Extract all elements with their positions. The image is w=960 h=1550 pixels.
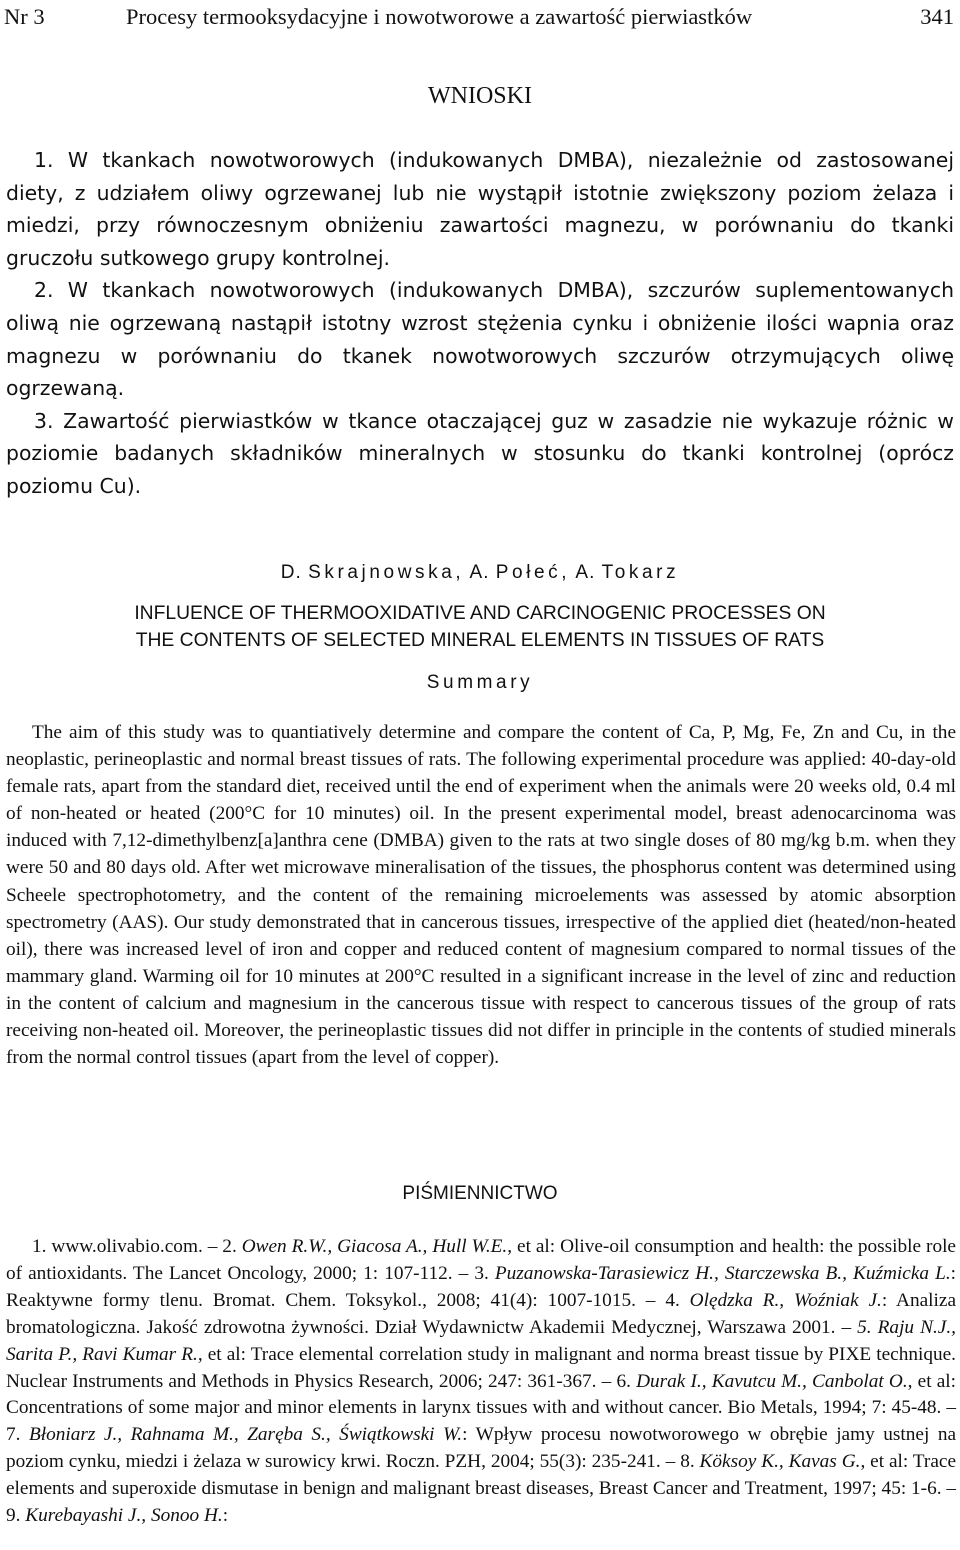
author-initial: D.	[280, 562, 302, 583]
conclusion-item: 1. W tkankach nowotworowych (indukowanych DMBA), niezależnie od zastosowanej diety, z udziałem oliwy ogrzewanej lub nie wystąpił istotnie zwiększony poziom żelaza i miedzi, przy równoczesnym obniżeniu zawartości magnezu, w porównaniu do tkanki gruczołu sutkowego grupy kontrolnej.	[6, 148, 954, 270]
conclusion-item: 3. Zawartość pierwiastków w tkance otaczającej guz w zasadzie nie wykazuje różnic w poziomie badanych składników mineralnych w stosunku do tkanki kontrolnej (oprócz poziomu Cu).	[6, 408, 954, 498]
references-paragraph	[6, 1234, 956, 1530]
reference-7-number: 7.	[6, 1424, 29, 1446]
reference-4-authors: Olędzka R., Woźniak J.	[689, 1289, 882, 1311]
summary-body	[6, 719, 956, 1071]
reference-6-number: 6.	[616, 1370, 637, 1392]
author-name: Skrajnowska,	[308, 562, 465, 583]
authors-line	[0, 559, 960, 587]
running-header	[4, 0, 954, 34]
reference-4-text: : Analiza bromatologiczna. Jakość zdrowotna żywności. Dział Wydawnictw Akademii Medycznej, Warszawa 2001. –	[6, 1289, 957, 1338]
reference-9-text: :	[222, 1505, 229, 1527]
author-name: Połeć,	[495, 562, 571, 583]
reference-3-text: : Reaktywne formy tlenu. Bromat. Chem. Toksykol., 2008; 41(4): 1007-1015. –	[6, 1262, 956, 1311]
issue-number: Nr 3	[4, 4, 45, 29]
reference-8-number: 8.	[680, 1451, 700, 1473]
english-title-line: INFLUENCE OF THERMOOXIDATIVE AND CARCINOGENIC PROCESSES ON	[134, 603, 826, 624]
author-initial: A.	[469, 562, 490, 583]
conclusion-item: 2. W tkankach nowotworowych (indukowanych DMBA), szczurów suplementowanych oliwą nie ogrzewaną nastąpił istotny wzrost stężenia cynku i obniżenie ilości wapnia oraz magnezu w porównaniu do tkanek nowotworowych szczurów otrzymujących oliwę ogrzewaną.	[6, 278, 954, 401]
reference-2-authors: Owen R.W., Giacosa A., Hull W.E.	[241, 1236, 508, 1257]
references-list	[6, 1234, 956, 1530]
page-number: 341	[920, 4, 954, 29]
summary-text: The aim of this study was to quantiatively determine and compare the content of Ca, P, Mg, Fe, Zn and Cu, in the neoplastic, perineoplastic and normal breast tissues of rats. The following experimental procedure was applied: 40-day-old female rats, apart from the standard diet, received until the end of experiment when the animals were 20 weeks old, 0.4 ml of non-heated or heated (200°C for 10 minutes) oil. In the present experimental model, breast adenocarcinoma was induced with 7,12-dimethylbenz[a]anthra cene (DMBA) given to the rats at two single doses of 80 mg/kg b.m. when they were 50 and 80 days old. After wet microwave mineralisation of the tissues, the phosphorus content was determined using Scheele spectrophotometry, and the content of the remaining microelements was assessed by atomic absorption spectrometry (AAS). Our study demonstrated that in cancerous tissues, irrespective of the applied diet (heated/non-heated oil), there was increased level of iron and copper and reduced content of magnesium compared to normal tissues of the mammary gland. Warming oil for 10 minutes at 200°C resulted in a significant increase in the level of zinc and reduction in the content of calcium and magnesium in the cancerous tissue with respect to cancerous tissues of the group of rats receiving non-heated oil. Moreover, the perineoplastic tissues did not differ in principle in the contents of studied minerals from the normal control tissues (apart from the level of copper).	[6, 722, 956, 1069]
reference-6-text: , et al: Concentrations of some major and minor elements in larynx tissues with and without cancer. Bio Metals, 1994; 7: 45-48. –	[6, 1370, 956, 1419]
running-title: Procesy termooksydacyjne i nowotworowe a zawartość pierwiastków	[126, 4, 753, 29]
english-title	[40, 600, 920, 654]
reference-7-text: : Wpływ procesu nowotworowego w obrębie jamy ustnej na poziom cynku, miedzi i żelaza w surowicy krwi. Roczn. PZH, 2004; 55(3): 235-241. –	[6, 1424, 957, 1473]
reference-9-number: 9.	[6, 1505, 26, 1527]
reference-8-text: , et al: Trace elements and superoxide dismutase in benign and malignant breast diseases, Breast Cancer and Treatment, 1997; 45: 1-6. –	[6, 1451, 956, 1500]
english-title-line: THE CONTENTS OF SELECTED MINERAL ELEMENTS IN TISSUES OF RATS	[135, 630, 825, 651]
reference-8-authors: Köksoy K., Kavas G.	[699, 1451, 861, 1473]
reference-9-authors: Kurebayashi J., Sonoo H.	[25, 1505, 223, 1527]
reference-4-number: 4.	[665, 1289, 690, 1311]
reference-6-authors: Durak I., Kavutcu M., Canbolat O.	[636, 1370, 908, 1392]
reference-3-number: 3.	[474, 1262, 495, 1284]
conclusions-list	[6, 144, 954, 503]
reference-5-authors: 5. Raju N.J., Sarita P., Ravi Kumar R.	[6, 1316, 956, 1365]
summary-heading: Summary	[426, 672, 534, 693]
reference-3-authors: Puzanowska-Tarasiewicz H., Starczewska B., Kuźmicka L.	[494, 1262, 951, 1284]
author-initial: A.	[575, 562, 596, 583]
author-name: Tokarz	[601, 562, 680, 583]
reference-5-text: , et al: Trace elemental correlation study in malignant and norma breast tissue by PIXE technique. Nuclear Instruments and Methods in Physics Research, 2006; 247: 361-367. –	[6, 1343, 956, 1392]
reference-7-authors: Błoniarz J., Rahnama M., Zaręba S., Świątkowski W.	[28, 1424, 463, 1446]
conclusions-heading: WNIOSKI	[428, 83, 532, 109]
reference-1: 1. www.olivabio.com. –	[32, 1236, 223, 1257]
references-heading: PIŚMIENNICTWO	[402, 1183, 558, 1204]
reference-2-text: , et al: Olive-oil consumption and health: the possible role of antioxidants. The Lancet Oncology, 2000; 1: 107-112. –	[6, 1236, 956, 1284]
reference-2-number: 2.	[222, 1236, 242, 1257]
